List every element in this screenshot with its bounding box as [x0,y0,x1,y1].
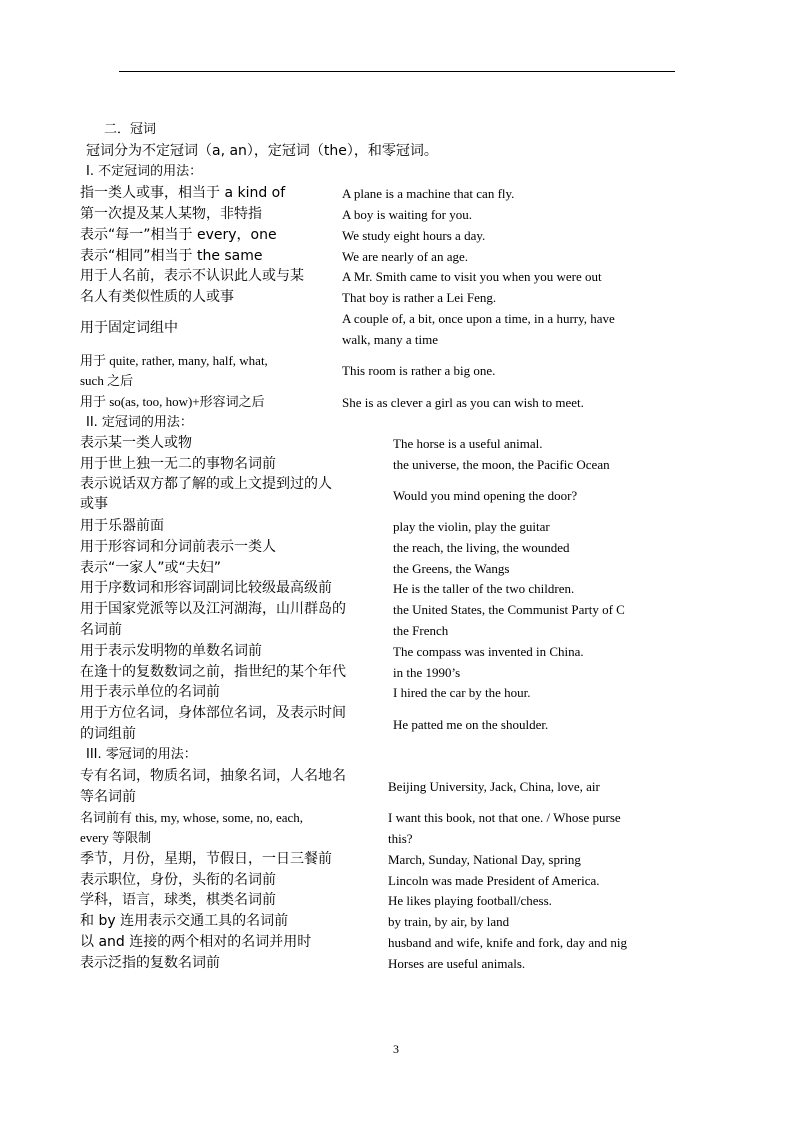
part3-example-1: Beijing University, Jack, China, love, air [388,779,600,794]
part2-usage-4: 用于乐器前面 [80,518,164,534]
part2-usage-10: 在逢十的复数数词之前，指世纪的某个年代 [80,664,346,680]
part3-usage-4: 表示职位，身份，头衔的名词前 [80,872,276,888]
part3-heading: III. 零冠词的用法： [86,747,197,762]
part2-example-11: I hired the car by the hour. [393,685,531,700]
page-number: 3 [393,1042,399,1056]
part1-usage-7: 用于固定词组中 [80,320,178,336]
part3-example-2-cont: this? [388,831,413,846]
part2-heading: II. 定冠词的用法： [86,415,193,430]
intro-text: 冠词分为不定冠词（a, an），定冠词（the），和零冠词。 [86,143,438,159]
part1-usage-4: 表示“相同”相当于 the same [80,248,263,264]
part1-heading: I. 不定冠词的用法： [86,164,203,179]
part1-example-8: This room is rather a big one. [342,363,496,378]
part2-usage-8-cont: 名词前 [80,622,122,638]
part2-example-1: The horse is a useful animal. [393,436,543,451]
part1-usage-3: 表示“每一”相当于 every，one [80,227,277,243]
part3-usage-7: 以 and 连接的两个相对的名词并用时 [80,934,312,950]
part3-example-7: husband and wife, knife and fork, day and nig [388,935,627,950]
part2-example-5: the reach, the living, the wounded [393,540,570,555]
part1-example-4: We are nearly of an age. [342,249,468,264]
part1-example-6: That boy is rather a Lei Feng. [342,290,497,305]
section-title: 二．冠词 [104,122,157,137]
part2-example-6: the Greens, the Wangs [393,561,510,576]
part1-usage-9: 用于 so(as, too, how)+形容词之后 [80,394,265,409]
part1-example-3: We study eight hours a day. [342,228,486,243]
part2-usage-11: 用于表示单位的名词前 [80,684,220,700]
part1-example-9: She is as clever a girl as you can wish to meet. [342,395,584,410]
part2-usage-9: 用于表示发明物的单数名词前 [80,643,262,659]
document-body [80,0,795,1123]
part3-usage-1: 专有名词，物质名词，抽象名词，人名地名 [80,768,346,784]
part1-usage-5: 用于人名前，表示不认识此人或与某 [80,268,304,284]
part1-example-1: A plane is a machine that can fly. [342,186,515,201]
part1-example-2: A boy is waiting for you. [342,207,472,222]
part1-example-5: A Mr. Smith came to visit you when you were out [342,269,602,284]
part1-usage-2: 第一次提及某人某物，非特指 [80,206,262,222]
part1-usage-6: 名人有类似性质的人或事 [80,289,234,305]
part2-example-8: the United States, the Communist Party of C [393,602,625,617]
part3-example-5: He likes playing football/chess. [388,893,552,908]
part3-usage-2: 名词前有 this, my, whose, some, no, each, [80,810,304,825]
part3-example-3: March, Sunday, National Day, spring [388,852,581,867]
part2-usage-12: 用于方位名词，身体部位名词，及表示时间 [80,705,346,721]
part1-usage-8-cont: such 之后 [80,373,134,388]
part1-example-7: A couple of, a bit, once upon a time, in a hurry, have [342,311,615,326]
part3-example-6: by train, by air, by land [388,914,510,929]
part3-example-8: Horses are useful animals. [388,956,526,971]
part1-usage-1: 指一类人或事，相当于 a kind of [80,185,286,201]
part3-usage-3: 季节，月份，星期，节假日，一日三餐前 [80,851,332,867]
part2-usage-5: 用于形容词和分词前表示一类人 [80,539,276,555]
part3-usage-2-cont: every 等限制 [80,830,152,845]
part2-example-12: He patted me on the shoulder. [393,717,549,732]
part2-example-3: Would you mind opening the door? [393,488,578,503]
part1-example-7-cont: walk, many a time [342,332,439,347]
part2-usage-12-cont: 的词组前 [80,726,136,742]
part2-usage-8: 用于国家党派等以及江河湖海，山川群岛的 [80,601,346,617]
part1-usage-8: 用于 quite, rather, many, half, what, [80,353,268,368]
part2-example-8-cont: the French [393,623,449,638]
part2-usage-3-cont: 或事 [80,496,108,512]
part2-usage-6: 表示“一家人”或“夫妇” [80,560,222,576]
part2-example-9: The compass was invented in China. [393,644,584,659]
part3-usage-5: 学科，语言，球类，棋类名词前 [80,892,276,908]
part2-usage-1: 表示某一类人或物 [80,435,192,451]
part3-example-2: I want this book, not that one. / Whose purse [388,810,621,825]
part3-example-4: Lincoln was made President of America. [388,873,600,888]
part2-usage-3: 表示说话双方都了解的或上文提到过的人 [80,476,332,492]
part2-example-10: in the 1990’s [393,665,461,680]
part2-example-4: play the violin, play the guitar [393,519,550,534]
part3-usage-6: 和 by 连用表示交通工具的名词前 [80,913,289,929]
part2-usage-7: 用于序数词和形容词副词比较级最高级前 [80,580,332,596]
part2-example-2: the universe, the moon, the Pacific Ocean [393,457,610,472]
part3-usage-8: 表示泛指的复数名词前 [80,955,220,971]
part2-example-7: He is the taller of the two children. [393,581,575,596]
part2-usage-2: 用于世上独一无二的事物名词前 [80,456,276,472]
part3-usage-1-cont: 等名词前 [80,789,136,805]
